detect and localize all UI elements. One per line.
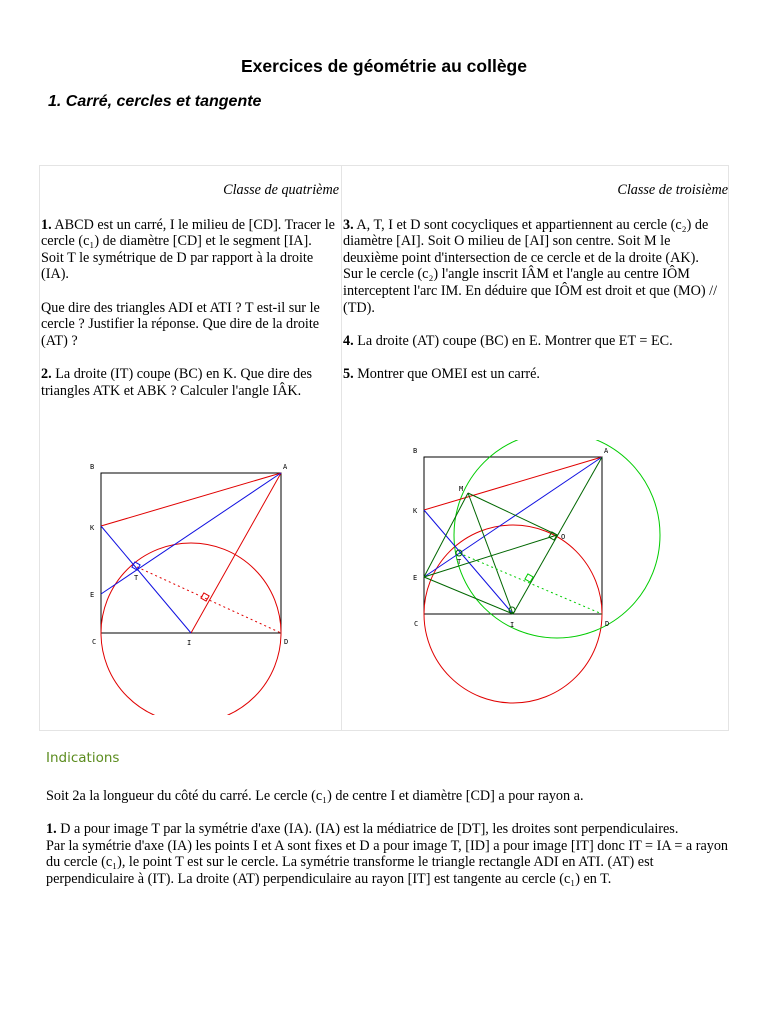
point-k-label: K <box>413 507 418 515</box>
indications-body <box>46 788 736 904</box>
line-ea <box>424 457 602 577</box>
point-d-label: D <box>605 620 610 628</box>
point-m-label: M <box>459 485 464 493</box>
indication-1: 1. D a pour image T par la symétrie d'axe (IA). (IA) est la médiatrice de [DT], les droites sont perpendiculaires. Par la symétrie d'axe (IA) les points I et A sont fixes et D a pour image T, [ID] a pour image [IT] donc IT = IA = a rayon du cercle (c₁), le point T est sur le cercle. La symétrie transforme le triangle rectangle ADI en ATI. (AT) est perpendiculaire à (IT). La droite (AT) perpendiculaire au rayon [IT] est tangente au cercle (c₁) en T. <box>46 821 729 887</box>
section-title: 1. Carré, cercles et tangente <box>48 93 262 110</box>
point-t-label: T <box>457 558 462 566</box>
segment-ka <box>424 457 602 510</box>
square-abcd <box>424 457 602 614</box>
point-o-label: O <box>561 533 566 541</box>
point-c-label: C <box>92 638 97 646</box>
point-k-label: K <box>90 524 95 532</box>
question-1-sub: Que dire des triangles ADI et ATI ? T est-il sur le cercle ? Justifier la réponse. Que dire de la droite (AT) ? <box>41 299 320 349</box>
point-d-label: D <box>284 638 289 646</box>
right-column <box>343 182 728 383</box>
segment-me <box>424 493 468 577</box>
point-c-label: C <box>414 620 419 628</box>
question-1: 1. ABCD est un carré, I le milieu de [CD]. Tracer le cercle (c₁) de diamètre [CD] et le segment [IA]. Soit T le symétrique de D par rapport à la droite (IA). <box>41 216 335 283</box>
line-ea <box>101 473 281 594</box>
level-label-left: Classe de quatrième <box>223 182 339 198</box>
question-4: 4. La droite (AT) coupe (BC) en E. Montrer que ET = EC. <box>343 332 673 349</box>
segment-ia <box>513 457 602 614</box>
point-t-label: T <box>134 574 139 582</box>
point-e-label: E <box>413 574 418 582</box>
left-column <box>41 182 339 399</box>
question-3: 3. A, T, I et D sont cocycliques et appartiennent au cercle (c₂) de diamètre [AI]. Soit O milieu de [AI] son centre. Soit M le deuxième point d'intersection de ce cercle et de la droite (AK). Sur le cercle (c₂) l'angle inscrit IÂM et l'angle au centre IÔM interceptent l'arc IM. En déduire que IÔM est droit et que (MO) // (TD). <box>343 216 718 316</box>
point-e-label: E <box>90 591 95 599</box>
circle-c1 <box>101 543 281 715</box>
point-i-label: I <box>510 621 515 629</box>
point-a-label: A <box>604 447 609 455</box>
indications-intro: Soit 2a la longueur du côté du carré. Le cercle (c₁) de centre I et diamètre [CD] a pour rayon a. <box>46 788 584 804</box>
segment-ia <box>191 473 281 633</box>
indications-heading: Indications <box>46 750 120 766</box>
figure-right <box>405 440 670 720</box>
point-b-label: B <box>413 447 418 455</box>
question-5: 5. Montrer que OMEI est un carré. <box>343 365 540 382</box>
page-title: Exercices de géométrie au collège <box>241 56 527 76</box>
question-2: 2. La droite (IT) coupe (BC) en K. Que dire des triangles ATK et ABK ? Calculer l'angle IÂK. <box>41 365 313 399</box>
segment-ei <box>424 577 513 614</box>
segment-ka <box>101 473 281 526</box>
figure-left <box>80 455 310 715</box>
point-a-label: A <box>283 463 288 471</box>
level-label-right: Classe de troisième <box>617 182 728 198</box>
square-abcd <box>101 473 281 633</box>
column-divider <box>341 165 342 731</box>
point-b-label: B <box>90 463 95 471</box>
point-i-label: I <box>187 639 192 647</box>
